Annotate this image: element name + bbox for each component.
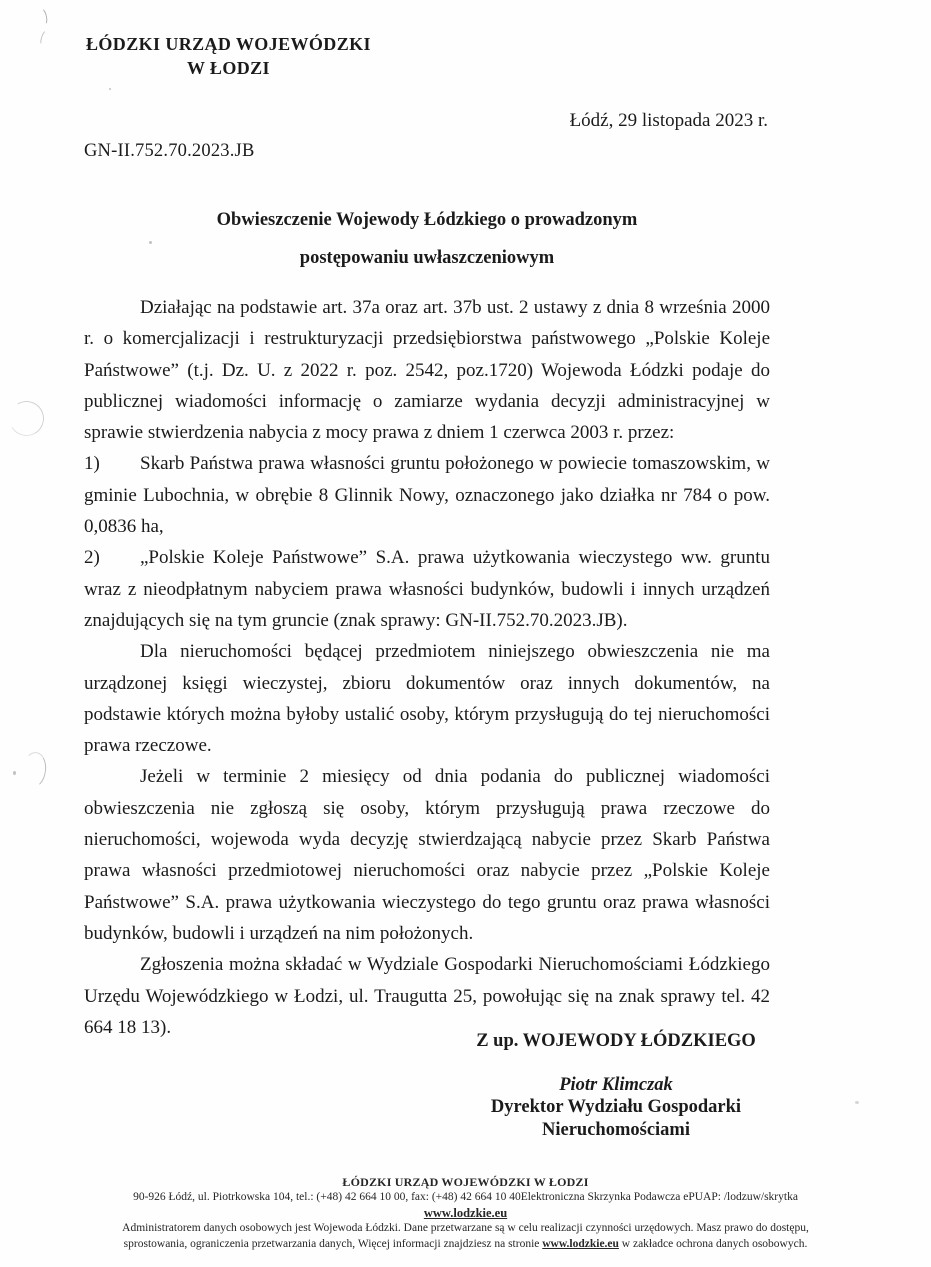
signatory-role-line1: Dyrektor Wydziału Gospodarki [490,1097,742,1117]
document-date: Łódź, 29 listopada 2023 r. [569,110,768,131]
list-item-2 [84,542,770,636]
signature-block [468,1030,764,1141]
office-name-line1: ŁÓDZKI URZĄD WOJEWÓDZKI [86,34,371,54]
case-reference-number: GN-II.752.70.2023.JB [84,141,255,161]
paragraph-submissions: Zgłoszenia można składać w Wydziale Gospodarki Nieruchomościami Łódzkiego Urzędu Wojewódzkiego w Łodzi, ul. Traugutta 25, powołując się na znak sprawy tel. 42 664 18 13). [84,954,770,1038]
hole-punch-mark [20,751,49,790]
scan-speck [13,771,16,775]
footer-address-contact: 90-926 Łódź, ul. Piotrkowska 104, tel.: (+48) 42 664 10 00, fax: (+48) 42 664 10 40Elektroniczna Skrzynka Podawcza ePUAP: /lodzuw/skrytka [133,1191,798,1203]
list-item-1-number: 1) [84,453,100,475]
paragraph-deadline: Jeżeli w terminie 2 miesięcy od dnia podania do publicznej wiadomości obwieszczenia nie zgłoszą się osoby, którym przysługują prawa rzeczowe do nieruchomości, wojewoda wyda decyzję stwierdzającą nabycie przez Skarb Państwa prawa własności przedmiotowej nieruchomości oraz nabycie przez „Polskie Koleje Państwowe” S.A. prawa użytkowania wieczystego do tego gruntu oraz prawa własności budynków, budowli i urządzeń na nim położonych. [84,766,770,944]
page-footer [0,1175,931,1252]
document-title-line2: postępowaniu uwłaszczeniowym [299,248,555,268]
list-item-2-number: 2) [84,547,100,569]
document-title-line1: Obwieszczenie Wojewody Łódzkiego o prowadzonym [216,210,638,230]
paragraph-no-land-register: Dla nieruchomości będącej przedmiotem niniejszego obwieszczenia nie ma urządzonej księgi wieczystej, zbioru dokumentów oraz innych dokumentów, na podstawie których można byłoby ustalić osoby, którym przysługują do tej nieruchomości prawa rzeczowe. [84,641,770,757]
hole-punch-mark [5,397,47,439]
footer-privacy-line1: Administratorem danych osobowych jest Wojewoda Łódzki. Dane przetwarzane są w celu realizacji czynności urzędowych. Masz prawo do dostępu, [122,1222,809,1234]
scan-speck [109,88,111,90]
footer-website-link: www.lodzkie.eu [423,1206,508,1220]
signatory-name: Piotr Klimczak [559,1074,673,1095]
document-body [84,292,770,1043]
scan-speck [855,1101,859,1104]
footer-office-name: ŁÓDZKI URZĄD WOJEWÓDZKI W ŁODZI [342,1175,589,1189]
office-name-line2: W ŁODZI [186,58,270,78]
document-title [84,201,770,277]
footer-privacy-line2-prefix: sprostowania, ograniczenia przetwarzania danych, Więcej informacji znajdziesz na stronie [123,1237,543,1250]
list-item-2-text: „Polskie Koleje Państwowe” S.A. prawa użytkowania wieczystego ww. gruntu wraz z nieodpłatnym nabyciem prawa własności budynków, budowli i innych urządzeń znajdujących się na tym gruncie (znak sprawy: GN-II.752.70.2023.JB). [84,547,770,631]
scan-artifact-squiggle [39,29,51,46]
list-item-1-text: Skarb Państwa prawa własności gruntu położonego w powiecie tomaszowskim, w gminie Lubochnia, w obrębie 8 Glinnik Nowy, oznaczonego jako działka nr 784 o pow. 0,0836 ha, [84,453,770,538]
scan-artifact-squiggle [36,7,49,26]
footer-privacy-website-link: www.lodzkie.eu [542,1237,619,1250]
footer-privacy-line2 [0,1237,931,1253]
footer-privacy-line2-suffix: w zakładce ochrona danych osobowych. [618,1237,808,1250]
signatory-role-line2: Nieruchomościami [542,1119,690,1140]
letterhead-office-name [86,32,371,80]
signature-authority: Z up. WOJEWODY ŁÓDZKIEGO [476,1031,756,1051]
paragraph-legal-basis: Działając na podstawie art. 37a oraz art. 37b ust. 2 ustawy z dnia 8 września 2000 r. o komercjalizacji i restrukturyzacji przedsiębiorstwa państwowego „Polskie Koleje Państwowe” (t.j. Dz. U. z 2022 r. poz. 2542, poz.1720) Wojewoda Łódzki podaje do publicznej wiadomości informację o zamiarze wydania decyzji administracyjnej w sprawie stwierdzenia nabycia z mocy prawa z dniem 1 czerwca 2003 r. przez: [84,297,770,444]
list-item-1 [84,448,770,542]
